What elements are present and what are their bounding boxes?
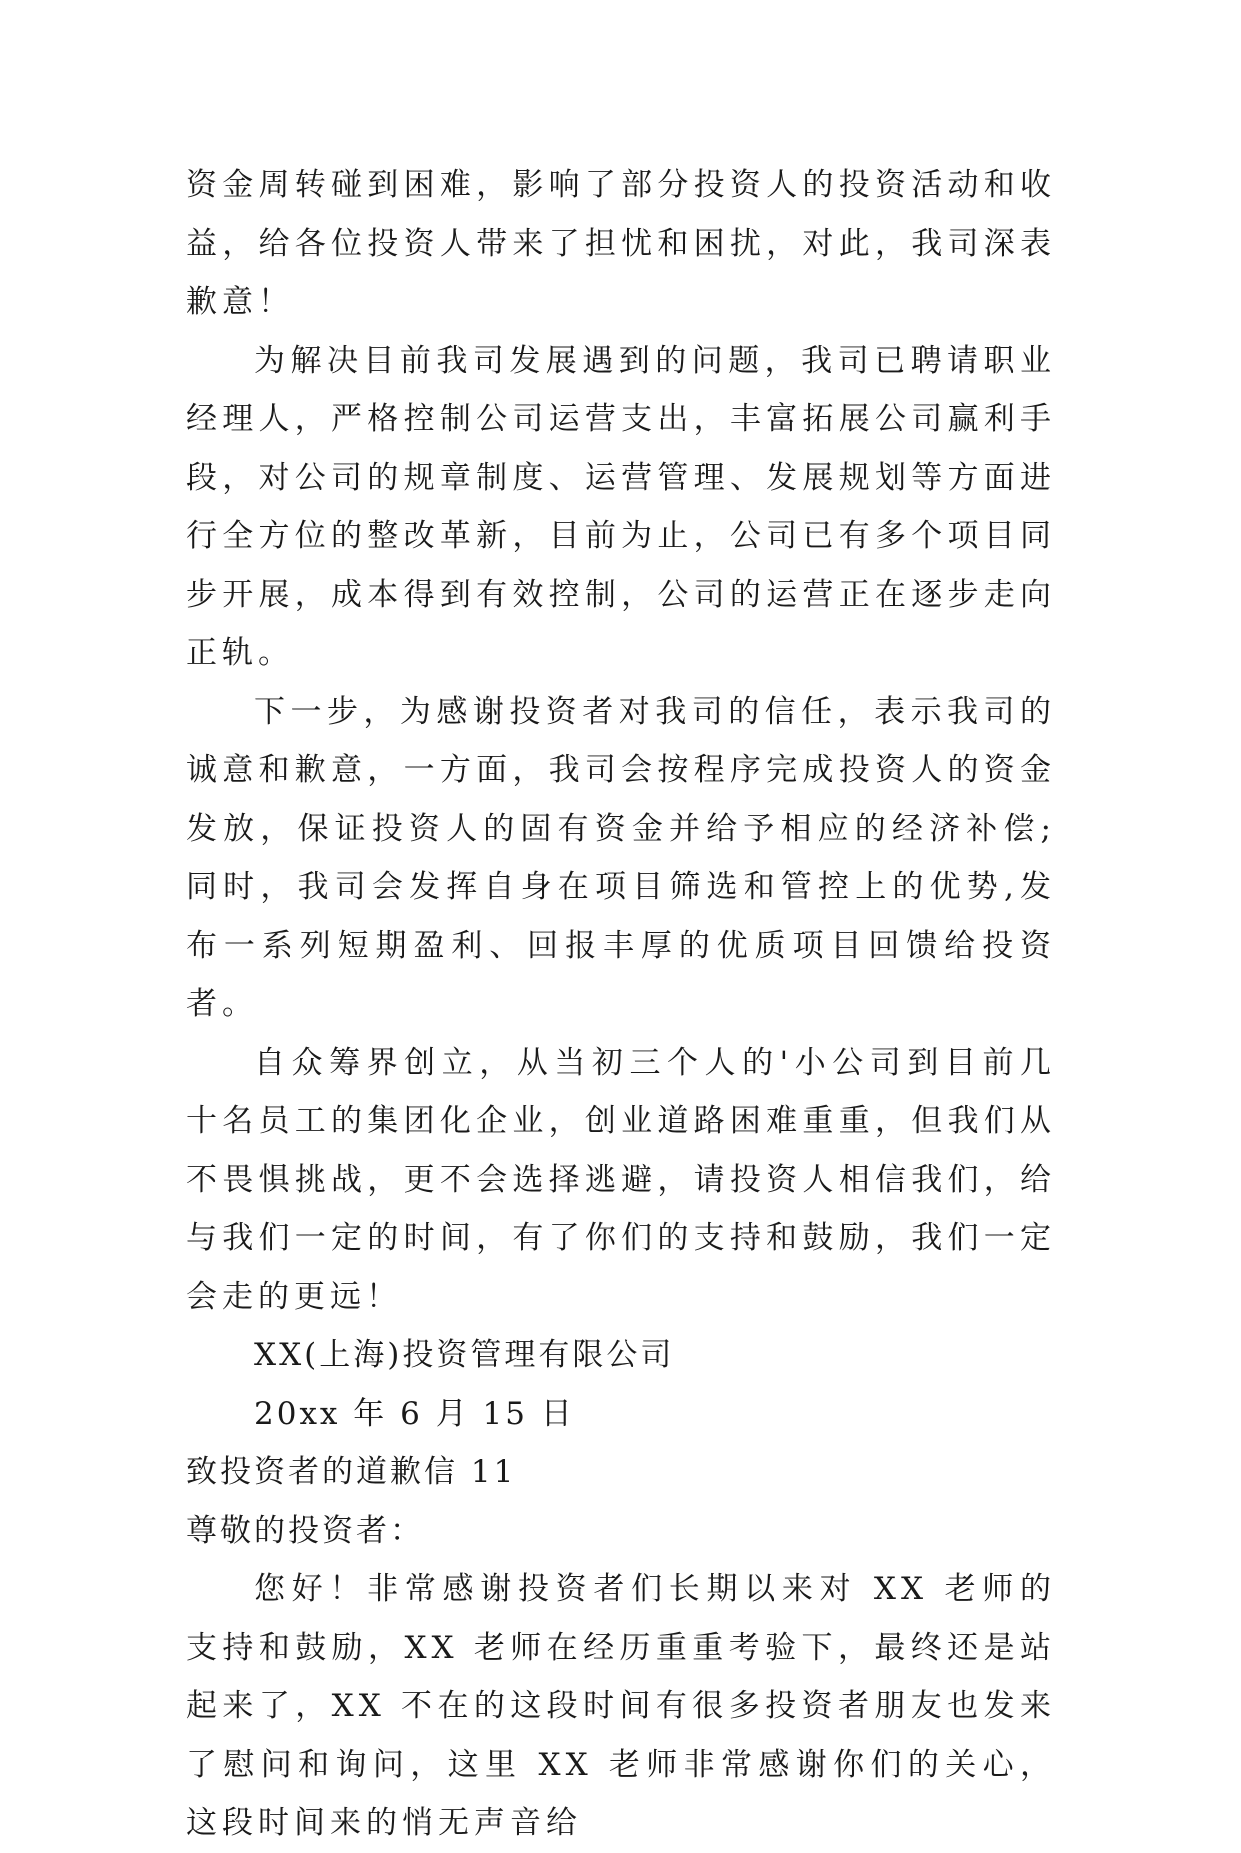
signature-company: XX(上海)投资管理有限公司 — [254, 1337, 675, 1373]
signature-date: 20xx 年 6 月 15 日 — [254, 1395, 575, 1432]
paragraph-apology: 资金周转碰到困难，影响了部分投资人的投资活动和收益，给各位投资人带来了担忧和困扰，对此，我司深表歉意！ — [186, 167, 1056, 320]
document-body — [186, 156, 1056, 1853]
paragraph-next-steps: 下一步，为感谢投资者对我司的信任，表示我司的诚意和歉意，一方面，我司会按程序完成投资人的资金发放，保证投资人的固有资金并给予相应的经济补偿;同时，我司会发挥自身在项目筛选和管控上的优势,发布一系列短期盈利、回报丰厚的优质项目回馈给投资者。 — [186, 693, 1056, 1022]
paragraph-greeting: 您好！非常感谢投资者们长期以来对 XX 老师的支持和鼓励，XX 老师在经历重重考验下，最终还是站起来了，XX 不在的这段时间有很多投资者朋友也发来了慰问和询问，这里 XX 老师非常感谢你们的关心，这段时间来的悄无声音给 — [186, 1571, 1056, 1841]
paragraph-measures: 为解决目前我司发展遇到的问题，我司已聘请职业经理人，严格控制公司运营支出，丰富拓展公司赢利手段，对公司的规章制度、运营管理、发展规划等方面进行全方位的整改革新，目前为止，公司已有多个项目同步开展，成本得到有效控制，公司的运营正在逐步走向正轨。 — [186, 342, 1056, 671]
salutation: 尊敬的投资者： — [186, 1512, 424, 1549]
letter-title: 致投资者的道歉信 11 — [186, 1454, 517, 1490]
paragraph-history: 自众筹界创立，从当初三个人的'小公司到目前几十名员工的集团化企业，创业道路困难重重，但我们从不畏惧挑战，更不会选择逃避，请投资人相信我们，给与我们一定的时间，有了你们的支持和鼓励，我们一定会走的更远！ — [186, 1044, 1056, 1315]
